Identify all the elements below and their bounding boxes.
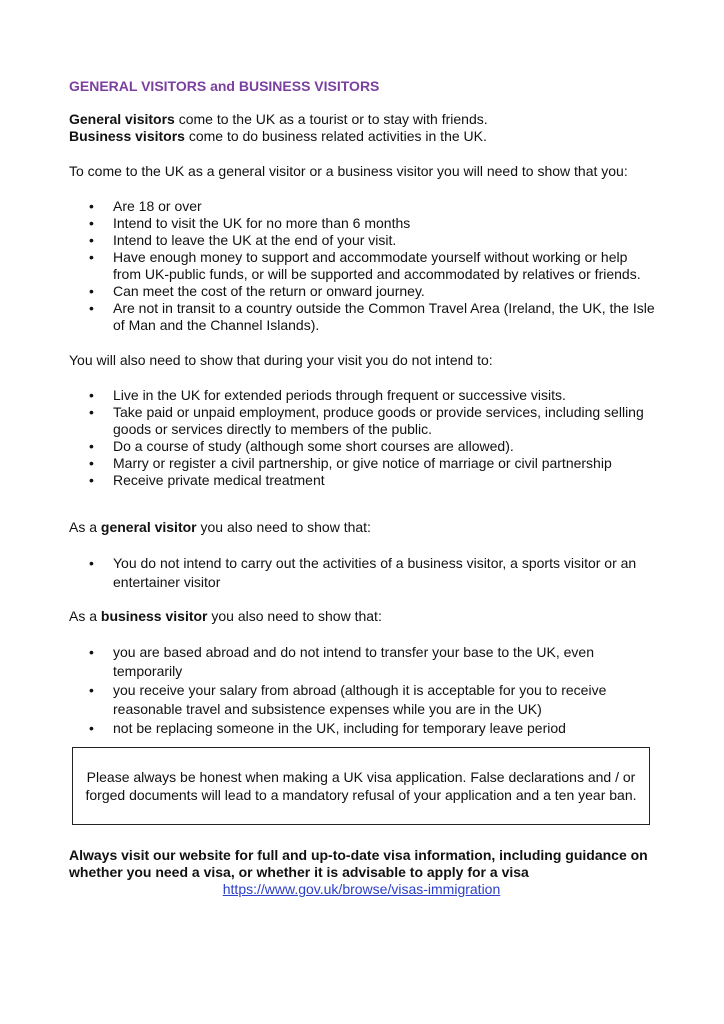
- list-item: • Are not in transit to a country outside the Common Travel Area (Ireland, the UK, the Isle of Man and the Channel Islands).: [89, 300, 655, 333]
- intro-business-term: Business visitors: [69, 128, 185, 144]
- bullet-icon: •: [89, 644, 94, 660]
- bullet-icon: •: [89, 720, 94, 736]
- bullet-icon: •: [89, 404, 94, 420]
- bullet-icon: •: [89, 215, 94, 231]
- gov-uk-visa-link[interactable]: https://www.gov.uk/browse/visas-immigration: [222, 881, 501, 897]
- list-item: • you receive your salary from abroad (although it is acceptable for you to receive reasonable travel and subsistence expenses while you are in the UK): [89, 682, 607, 717]
- intro-general-text: come to the UK as a tourist or to stay with friends.: [174, 111, 488, 127]
- intro-business-text: come to do business related activities in the UK.: [184, 128, 487, 144]
- not-intend-intro: You will also need to show that during your visit you do not intend to:: [69, 352, 493, 368]
- footer-guidance: Always visit our website for full and up-to-date visa information, including guidance on whether you need a visa, or whether it is advisable to apply for a visa: [69, 847, 648, 880]
- list-item: • Can meet the cost of the return or onward journey.: [89, 283, 425, 299]
- bullet-icon: •: [89, 387, 94, 403]
- document-page: [69, 78, 659, 898]
- intro-general: [69, 111, 659, 128]
- honesty-notice-box: [72, 747, 650, 825]
- general-visitor-list: [69, 554, 659, 592]
- list-item: • Take paid or unpaid employment, produce goods or provide services, including selling goods or services directly to members of the public.: [89, 404, 644, 437]
- bullet-icon: •: [89, 232, 94, 248]
- list-item: • Marry or register a civil partnership, or give notice of marriage or civil partnership: [89, 455, 612, 471]
- bullet-icon: •: [89, 472, 94, 488]
- bullet-icon: •: [89, 455, 94, 471]
- list-item: • Do a course of study (although some short courses are allowed).: [89, 438, 514, 454]
- bullet-icon: •: [89, 438, 94, 454]
- business-visitor-term: business visitor: [100, 608, 208, 624]
- bullet-icon: •: [89, 555, 94, 571]
- bullet-icon: •: [89, 249, 94, 265]
- list-item: • you are based abroad and do not intend to transfer your base to the UK, even temporarily: [89, 644, 594, 679]
- bullet-icon: •: [89, 682, 94, 698]
- list-item: • Receive private medical treatment: [89, 472, 325, 488]
- business-visitor-heading: As a business visitor you also need to show that:: [69, 608, 382, 624]
- bullet-icon: •: [89, 300, 94, 316]
- list-item: • Intend to visit the UK for no more than 6 months: [89, 215, 411, 231]
- list-item: • Intend to leave the UK at the end of your visit.: [89, 232, 397, 248]
- bullet-icon: •: [89, 283, 94, 299]
- requirements-intro: To come to the UK as a general visitor or a business visitor you will need to show that you:: [69, 163, 628, 179]
- general-visitor-heading: As a general visitor you also need to show that:: [69, 519, 371, 535]
- footer-link-wrap: [69, 881, 654, 898]
- general-visitor-term: general visitor: [100, 519, 197, 535]
- intro-block: [69, 111, 659, 145]
- requirements-list: [69, 198, 659, 334]
- business-visitor-list: [69, 643, 659, 738]
- intro-business: [69, 128, 659, 145]
- page-title: GENERAL VISITORS and BUSINESS VISITORS: [69, 78, 380, 94]
- intro-general-term: General visitors: [69, 111, 175, 127]
- list-item: • You do not intend to carry out the activities of a business visitor, a sports visitor or an entertainer visitor: [89, 555, 637, 590]
- not-intend-list: [69, 387, 659, 489]
- honesty-notice-text: Please always be honest when making a UK visa application. False declarations and / or forged documents will lead to a mandatory refusal of your application and a ten year ban.: [85, 769, 637, 803]
- list-item: • Have enough money to support and accommodate yourself without working or help from UK-public funds, or will be supported and accommodated by relatives or friends.: [89, 249, 641, 282]
- list-item: • Live in the UK for extended periods through frequent or successive visits.: [89, 387, 566, 403]
- list-item: • Are 18 or over: [89, 198, 202, 214]
- bullet-icon: •: [89, 198, 94, 214]
- list-item: • not be replacing someone in the UK, including for temporary leave period: [89, 720, 566, 736]
